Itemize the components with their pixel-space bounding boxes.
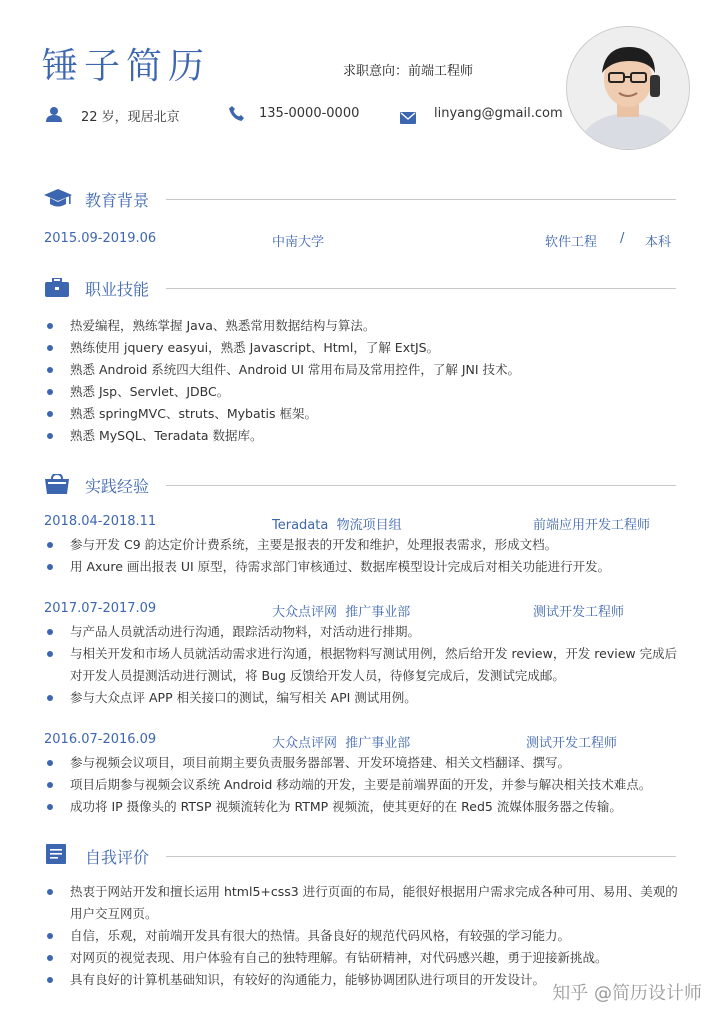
document-list-icon: [46, 844, 66, 868]
job-period: 2017.07-2017.09: [44, 601, 157, 616]
mail-icon: [400, 109, 416, 128]
job-duties-list: [44, 534, 684, 578]
list-item: 熟悉 MySQL、Teradata 数据库。: [44, 425, 684, 447]
phone-icon: [229, 106, 244, 125]
job-intent: 求职意向：前端工程师: [343, 64, 474, 79]
job-period: 2016.07-2016.09: [44, 732, 157, 747]
briefcase-icon: [45, 278, 69, 301]
section-divider: [166, 199, 676, 200]
section-title-skills: 职业技能: [85, 280, 150, 299]
section-divider: [166, 856, 676, 857]
age-location: 22 岁，现居北京: [81, 110, 180, 125]
profile-photo: [566, 26, 690, 150]
list-item: 参与大众点评 APP 相关接口的测试，编写相关 API 测试用例。: [44, 687, 684, 709]
list-item: 项目后期参与视频会议系统 Android 移动端的开发，主要是前端界面的开发，并参与解决相关技术难点。: [44, 774, 684, 796]
job-duties-list: [44, 752, 684, 818]
job-role: 测试开发工程师: [526, 736, 618, 751]
list-item: 与产品人员就活动进行沟通，跟踪活动物料，对活动进行排期。: [44, 621, 684, 643]
list-item: 熟练使用 jquery easyui，熟悉 Javascript、Html，了解 ExtJS。: [44, 337, 684, 359]
job-organization: Teradata 物流项目组: [272, 518, 402, 533]
list-item: 用 Axure 画出报表 UI 原型，待需求部门审核通过、数据库模型设计完成后对相关功能进行开发。: [44, 556, 684, 578]
education-period: 2015.09-2019.06: [44, 231, 157, 246]
list-item: 具有良好的计算机基础知识，有较好的沟通能力，能够协调团队进行项目的开发设计。: [44, 969, 684, 991]
zhihu-watermark: 知乎 @简历设计师: [552, 983, 702, 1004]
section-divider: [166, 288, 676, 289]
person-icon: [46, 107, 62, 126]
job-role: 测试开发工程师: [533, 605, 625, 620]
education-school: 中南大学: [272, 235, 325, 250]
job-organization: 大众点评网 推广事业部: [272, 605, 411, 620]
list-item: 熟悉 Android 系统四大组件、Android UI 常用布局及常用控件，了解 JNI 技术。: [44, 359, 684, 381]
section-title-self-evaluation: 自我评价: [85, 848, 150, 867]
section-divider: [166, 485, 676, 486]
resume-title: 锤子简历: [42, 46, 211, 87]
section-title-education: 教育背景: [85, 191, 150, 210]
job-role: 前端应用开发工程师: [533, 518, 651, 533]
skills-list: [44, 315, 684, 447]
list-item: 热爱编程，熟练掌握 Java、熟悉常用数据结构与算法。: [44, 315, 684, 337]
list-item: 与相关开发和市场人员就活动需求进行沟通，根据物料写测试用例，然后给开发 review，开发 review 完成后对开发人员提测活动进行测试，将 Bug 反馈给开发人员，待修复完成后，发测试完成邮。: [44, 643, 684, 687]
job-period: 2018.04-2018.11: [44, 514, 157, 529]
list-item: 熟悉 Jsp、Servlet、JDBC。: [44, 381, 684, 403]
list-item: 热衷于网站开发和擅长运用 html5+css3 进行页面的布局，能很好根据用户需求完成各种可用、易用、美观的用户交互网页。: [44, 881, 684, 925]
email-link[interactable]: linyang@gmail.com: [434, 106, 563, 121]
job-duties-list: [44, 621, 684, 709]
phone-number: 135-0000-0000: [259, 106, 360, 121]
avatar-illustration: [567, 27, 689, 149]
list-item: 自信，乐观，对前端开发具有很大的热情。具备良好的规范代码风格，有较强的学习能力。: [44, 925, 684, 947]
education-degree: 本科: [645, 235, 672, 250]
education-major: 软件工程: [545, 235, 598, 250]
list-item: 参与视频会议项目，项目前期主要负责服务器部署、开发环境搭建、相关文档翻译、撰写。: [44, 752, 684, 774]
section-title-experience: 实践经验: [85, 477, 150, 496]
list-item: 熟悉 springMVC、struts、Mybatis 框架。: [44, 403, 684, 425]
graduation-cap-icon: [44, 189, 72, 213]
list-item: 成功将 IP 摄像头的 RTSP 视频流转化为 RTMP 视频流，使其更好的在 Red5 流媒体服务器之传输。: [44, 796, 684, 818]
list-item: 参与开发 C9 韵达定价计费系统，主要是报表的开发和维护，处理报表需求，形成文档。: [44, 534, 684, 556]
self-evaluation-list: [44, 881, 684, 991]
shopping-bag-icon: [45, 474, 69, 498]
job-organization: 大众点评网 推广事业部: [272, 736, 411, 751]
list-item: 对网页的视觉表现、用户体验有自己的独特理解。有钻研精神，对代码感兴趣，勇于迎接新挑战。: [44, 947, 684, 969]
education-separator: /: [620, 231, 625, 246]
